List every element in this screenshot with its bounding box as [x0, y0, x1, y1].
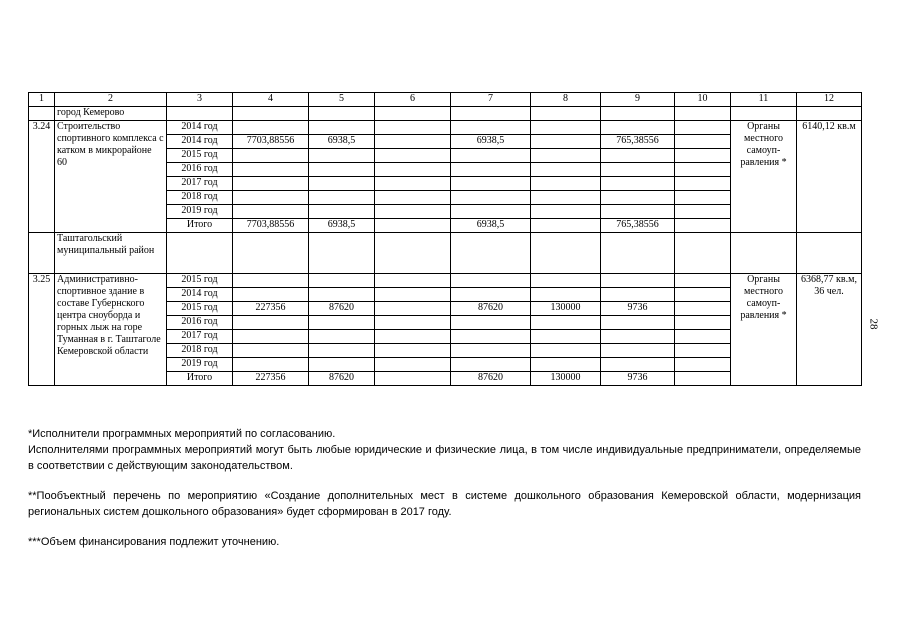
- value-cell: [531, 330, 601, 344]
- year-cell: 2019 год: [167, 358, 233, 372]
- header-cell: 7: [451, 93, 531, 107]
- footnote-3: **Пообъектный перечень по мероприятию «Создание дополнительных мест в системе дошкольного образования Кемеровской области, модернизация региональных систем дошкольного образования» будет сформирован в 2017 году.: [28, 490, 861, 518]
- year-cell: 2016 год: [167, 316, 233, 330]
- value-cell: 227356: [233, 302, 309, 316]
- value-cell: [675, 177, 731, 191]
- value-cell: [233, 330, 309, 344]
- value-cell: [675, 219, 731, 233]
- header-cell: 12: [797, 93, 862, 107]
- value-cell: 87620: [309, 372, 375, 386]
- value-cell: [601, 344, 675, 358]
- value-cell: [531, 274, 601, 288]
- value-cell: [531, 191, 601, 205]
- program-table: [28, 92, 862, 386]
- value-cell: [309, 358, 375, 372]
- value-cell: [531, 288, 601, 302]
- footnote-2: Исполнителями программных мероприятий могут быть любые юридические и физические лица, в том числе индивидуальные предприниматели, определяемые в соответствии с действующим законодательством.: [28, 444, 861, 472]
- value-cell: [531, 358, 601, 372]
- value-cell: [375, 316, 451, 330]
- header-row: [29, 93, 862, 107]
- value-cell: 87620: [451, 372, 531, 386]
- value-cell: [675, 274, 731, 288]
- result-cell: 6140,12 кв.м: [797, 121, 862, 233]
- value-cell: [451, 191, 531, 205]
- value-cell: [675, 316, 731, 330]
- footnote-1: *Исполнители программных мероприятий по согласованию.: [28, 428, 336, 440]
- value-cell: [451, 316, 531, 330]
- value-cell: [309, 344, 375, 358]
- value-cell: [531, 135, 601, 149]
- year-cell: 2014 год: [167, 121, 233, 135]
- value-cell: [451, 330, 531, 344]
- value-cell: [451, 344, 531, 358]
- header-cell: 9: [601, 93, 675, 107]
- value-cell: [601, 316, 675, 330]
- year-cell: Итого: [167, 219, 233, 233]
- table-row: [29, 121, 862, 135]
- value-cell: [601, 274, 675, 288]
- value-cell: [233, 344, 309, 358]
- value-cell: [375, 372, 451, 386]
- header-cell: 11: [731, 93, 797, 107]
- value-cell: 9736: [601, 372, 675, 386]
- value-cell: [309, 177, 375, 191]
- value-cell: [675, 358, 731, 372]
- value-cell: [675, 372, 731, 386]
- value-cell: 9736: [601, 302, 675, 316]
- value-cell: [675, 135, 731, 149]
- value-cell: [375, 191, 451, 205]
- year-cell: 2014 год: [167, 288, 233, 302]
- value-cell: [451, 205, 531, 219]
- value-cell: 6938,5: [309, 219, 375, 233]
- value-cell: [675, 344, 731, 358]
- value-cell: [451, 288, 531, 302]
- header-cell: 6: [375, 93, 451, 107]
- value-cell: 7703,88556: [233, 135, 309, 149]
- value-cell: [375, 219, 451, 233]
- value-cell: [601, 330, 675, 344]
- value-cell: [233, 274, 309, 288]
- value-cell: [531, 177, 601, 191]
- value-cell: [601, 288, 675, 302]
- value-cell: [375, 149, 451, 163]
- value-cell: 87620: [451, 302, 531, 316]
- value-cell: [375, 288, 451, 302]
- table-row: [29, 274, 862, 288]
- value-cell: [675, 191, 731, 205]
- header-cell: 4: [233, 93, 309, 107]
- value-cell: [233, 358, 309, 372]
- year-cell: 2014 год: [167, 135, 233, 149]
- value-cell: [675, 302, 731, 316]
- value-cell: [675, 288, 731, 302]
- value-cell: 6938,5: [309, 135, 375, 149]
- value-cell: [675, 149, 731, 163]
- value-cell: [601, 358, 675, 372]
- value-cell: [233, 149, 309, 163]
- footnotes: [28, 426, 861, 550]
- value-cell: [451, 149, 531, 163]
- value-cell: [451, 121, 531, 135]
- value-cell: [531, 316, 601, 330]
- value-cell: [531, 205, 601, 219]
- value-cell: [375, 135, 451, 149]
- value-cell: [451, 274, 531, 288]
- value-cell: [375, 344, 451, 358]
- value-cell: [375, 330, 451, 344]
- value-cell: [375, 163, 451, 177]
- value-cell: [233, 163, 309, 177]
- value-cell: [601, 191, 675, 205]
- value-cell: [675, 205, 731, 219]
- value-cell: [531, 149, 601, 163]
- value-cell: 130000: [531, 372, 601, 386]
- value-cell: [675, 330, 731, 344]
- value-cell: [375, 205, 451, 219]
- value-cell: [601, 163, 675, 177]
- value-cell: [375, 274, 451, 288]
- executor-cell: Органы местного самоуп-равления *: [731, 274, 797, 386]
- header-cell: 3: [167, 93, 233, 107]
- item-name: Строительство спортивного комплекса с катком в микрорайоне 60: [55, 121, 167, 233]
- year-cell: 2017 год: [167, 177, 233, 191]
- value-cell: [309, 163, 375, 177]
- value-cell: 6938,5: [451, 135, 531, 149]
- page-number: 28: [867, 318, 880, 330]
- value-cell: [375, 302, 451, 316]
- value-cell: [233, 316, 309, 330]
- group-row-kemerovo: [29, 107, 862, 121]
- value-cell: [531, 163, 601, 177]
- header-cell: 2: [55, 93, 167, 107]
- header-cell: 10: [675, 93, 731, 107]
- year-cell: 2015 год: [167, 149, 233, 163]
- header-cell: 8: [531, 93, 601, 107]
- value-cell: [309, 274, 375, 288]
- value-cell: [233, 121, 309, 135]
- value-cell: 7703,88556: [233, 219, 309, 233]
- header-cell: 5: [309, 93, 375, 107]
- value-cell: [375, 177, 451, 191]
- value-cell: [309, 191, 375, 205]
- value-cell: [309, 288, 375, 302]
- value-cell: 765,38556: [601, 135, 675, 149]
- year-cell: 2017 год: [167, 330, 233, 344]
- value-cell: [233, 191, 309, 205]
- value-cell: [531, 344, 601, 358]
- value-cell: [601, 205, 675, 219]
- value-cell: [601, 177, 675, 191]
- value-cell: [675, 163, 731, 177]
- value-cell: [309, 149, 375, 163]
- value-cell: [233, 177, 309, 191]
- executor-cell: Органы местного самоуп-равления *: [731, 121, 797, 233]
- value-cell: [451, 163, 531, 177]
- value-cell: [601, 149, 675, 163]
- year-cell: 2018 год: [167, 191, 233, 205]
- year-cell: 2019 год: [167, 205, 233, 219]
- value-cell: [531, 219, 601, 233]
- value-cell: [309, 205, 375, 219]
- value-cell: [375, 358, 451, 372]
- group-title: город Кемерово: [55, 107, 167, 121]
- value-cell: [233, 288, 309, 302]
- value-cell: [675, 121, 731, 135]
- item-number: 3.25: [29, 274, 55, 386]
- value-cell: [375, 121, 451, 135]
- value-cell: [233, 205, 309, 219]
- value-cell: 130000: [531, 302, 601, 316]
- year-cell: 2015 год: [167, 302, 233, 316]
- header-cell: 1: [29, 93, 55, 107]
- year-cell: Итого: [167, 372, 233, 386]
- value-cell: [309, 121, 375, 135]
- item-name: Административно-спортивное здание в составе Губернского центра сноуборда и горных лыж на горе Туманная в г. Таштаголе Кемеровской области: [55, 274, 167, 386]
- value-cell: [309, 316, 375, 330]
- value-cell: [309, 330, 375, 344]
- year-cell: 2015 год: [167, 274, 233, 288]
- result-cell: 6368,77 кв.м, 36 чел.: [797, 274, 862, 386]
- group-row-tashtagol: [29, 233, 862, 274]
- value-cell: 6938,5: [451, 219, 531, 233]
- year-cell: 2016 год: [167, 163, 233, 177]
- value-cell: [531, 121, 601, 135]
- group-title: Таштагольский муниципальный район: [55, 233, 167, 274]
- value-cell: 227356: [233, 372, 309, 386]
- value-cell: [601, 121, 675, 135]
- value-cell: 765,38556: [601, 219, 675, 233]
- year-cell: 2018 год: [167, 344, 233, 358]
- value-cell: [451, 177, 531, 191]
- item-number: 3.24: [29, 121, 55, 233]
- footnote-4: ***Объем финансирования подлежит уточнению.: [28, 536, 280, 548]
- value-cell: 87620: [309, 302, 375, 316]
- value-cell: [451, 358, 531, 372]
